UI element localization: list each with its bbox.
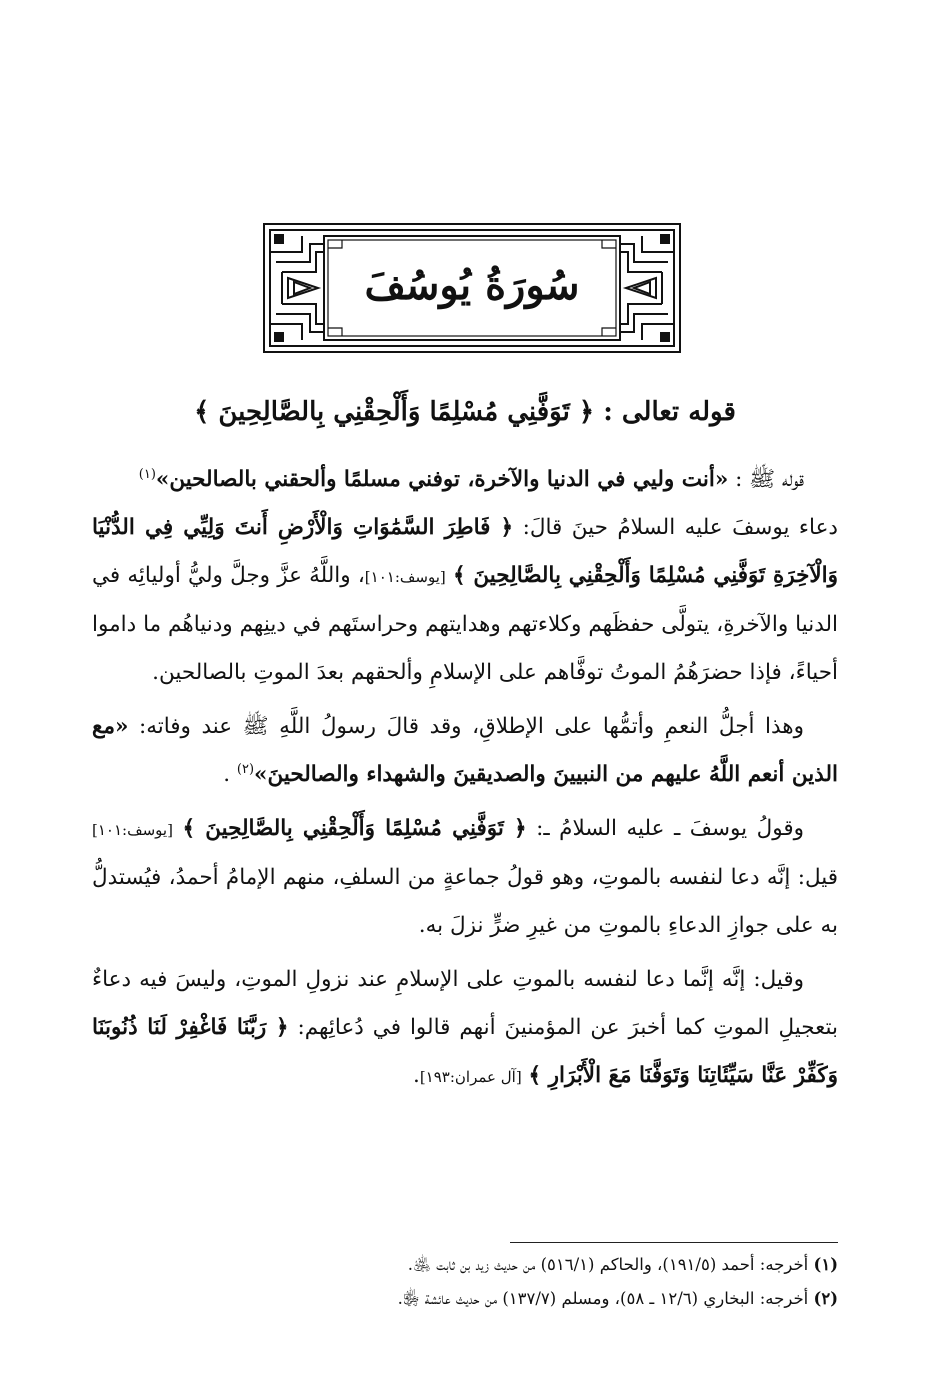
footnote-number: (١) [813, 1255, 838, 1274]
p5-text-a: وقيل: إنَّه إنَّما دعا لنفسه بالموتِ على الإسلامِ عند نزولِ الموتِ، وليسَ فيه دعاءٌ بتعجيلِ الموتِ كما أخبرَ عن المؤمنينَ أنهم قالوا في دُعائِهم: [92, 967, 838, 1040]
surah-title-frame [262, 222, 682, 354]
footnote-1 [92, 1248, 838, 1282]
paragraph-3 [92, 703, 838, 799]
heading-verse: ﴿ تَوَفَّنِي مُسْلِمًا وَأَلْحِقْنِي بِالصَّالِحِينَ ﴾ [194, 397, 595, 427]
footnote-ref-2[interactable]: (٢) [236, 761, 255, 777]
hadith-quote: «مع الذين أنعم اللَّهُ عليهم من النبيينَ والصديقينَ والشهداء والصالحينَ» [92, 714, 838, 787]
footnote-divider [510, 1242, 838, 1243]
footnote-text: أخرجه: البخاري (١٢/٦ ـ ٥٨)، ومسلم (١٣٧/٧) من حديث عائشة ﵂. [397, 1289, 809, 1308]
footnote-ref-1[interactable]: (١) [138, 466, 156, 482]
footnote-text: أخرجه: أحمد (١٩١/٥)، والحاكم (٥١٦/١) من حديث زيد بن ثابت ﵁. [407, 1255, 809, 1274]
paragraph-4 [92, 805, 838, 950]
footnote-number: (٢) [813, 1289, 838, 1308]
verse-quote: ﴿ فَاطِرَ السَّمَٰوَاتِ وَالْأَرْضِ أَنتَ وَلِيِّي فِي الدُّنْيَا وَالْآخِرَةِ تَوَفَّنِي مُسْلِمًا وَأَلْحِقْنِي بِالصَّالِحِينَ ﴾ [92, 515, 839, 588]
p4-text-a: وقولُ يوسفَ ـ عليه السلامُ ـ: [536, 816, 804, 841]
surah-title: سُورَةُ يُوسُفَ [364, 262, 580, 309]
p3-end: . [223, 762, 231, 787]
heading-intro: قوله تعالى : [603, 397, 736, 427]
paragraph-5 [92, 956, 838, 1101]
verse-reference: [آل عمران:١٩٣] [419, 1068, 522, 1086]
verse-reference: [يوسف:١٠١] [92, 821, 173, 839]
body-text [92, 456, 838, 1101]
verse-quote: ﴿ تَوَفَّنِي مُسْلِمًا وَأَلْحِقْنِي بِالصَّالِحِينَ ﴾ [182, 816, 527, 841]
footnote-2 [92, 1282, 838, 1316]
p2-text-b: ، واللَّهُ عزَّ وجلَّ وليُّ أوليائِه في الدنيا والآخرةِ، يتولَّى حفظَهم وكلاءتهم وهدايتهم وحراستَهم في دينِهم ودنياهُم ما داموا أحياءً، فإذا حضرَهُمُ الموتُ توفَّاهم على الإسلامِ وألحقهم بعدَ الموتِ بالصالحين. [92, 563, 838, 685]
verse-quote: ﴿ رَبَّنَا فَاغْفِرْ لَنَا ذُنُوبَنَا وَكَفِّرْ عَنَّا سَيِّئَاتِنَا وَتَوَفَّنَا مَعَ الْأَبْرَارِ ﴾ [92, 1015, 838, 1088]
section-heading [92, 390, 838, 434]
verse-reference: [يوسف:١٠١] [364, 568, 446, 586]
footnotes [92, 1248, 838, 1316]
p5-end: . [412, 1063, 420, 1088]
p4-text-b: قيل: إنَّه دعا لنفسه بالموتِ، وهو قولُ جماعةٍ من السلفِ، منهم الإمامُ أحمدُ، فيُستدلُّ به على جوازِ الدعاءِ بالموتِ من غيرِ ضرٍّ نزلَ به. [92, 865, 838, 938]
hadith-quote: «أنت وليي في الدنيا والآخرة، توفني مسلمًا وألحقني بالصالحين» [155, 467, 729, 492]
p1-lead: قوله ﷺ : [735, 467, 804, 492]
paragraph-2 [92, 504, 838, 697]
p2-text-a: دعاء يوسفَ عليه السلامُ حينَ قالَ: [522, 515, 838, 540]
p3-text-a: وهذا أجلُّ النعمِ وأتمُّها على الإطلاقِ، وقد قالَ رسولُ اللَّهِ ﷺ عند وفاته: [138, 714, 804, 739]
paragraph-1 [92, 456, 838, 504]
